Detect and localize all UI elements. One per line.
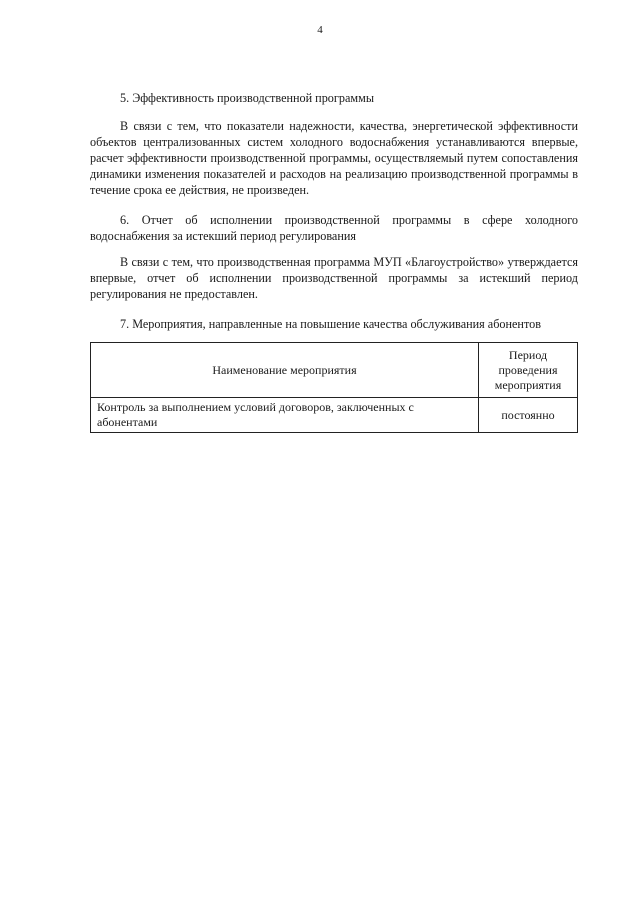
section-7-heading: 7. Мероприятия, направленные на повышение качества обслуживания абонентов	[120, 317, 541, 331]
header-measure-period: Период проведения мероприятия	[479, 343, 578, 398]
section-5-paragraph: В связи с тем, что показатели надежности, качества, энергетической эффективности объектов централизованных систем холодного водоснабжения устанавливаются впервые, расчет эффективности производственной программы, осуществляемый путем сопоставления динамики изменения показателей и расходов на реализацию производственной программы в течение срока ее действия, не произведен.	[90, 119, 578, 197]
table-header-row	[91, 343, 578, 398]
measure-period-cell: постоянно	[479, 398, 578, 433]
section-5-heading: 5. Эффективность производственной программы	[120, 91, 375, 105]
document-body	[90, 90, 578, 433]
page-number: 4	[317, 24, 323, 36]
header-measure-name: Наименование мероприятия	[91, 343, 479, 398]
measure-name-cell: Контроль за выполнением условий договоров, заключенных с абонентами	[91, 398, 479, 433]
section-6-heading: 6. Отчет об исполнении производственной программы в сфере холодного водоснабжения за истекший период регулирования	[90, 213, 578, 243]
measures-table	[90, 342, 578, 433]
section-6-paragraph: В связи с тем, что производственная программа МУП «Благоустройство» утверждается впервые, отчет об исполнении производственной программы за истекший период регулирования не предоставлен.	[90, 255, 578, 301]
table-row	[91, 398, 578, 433]
